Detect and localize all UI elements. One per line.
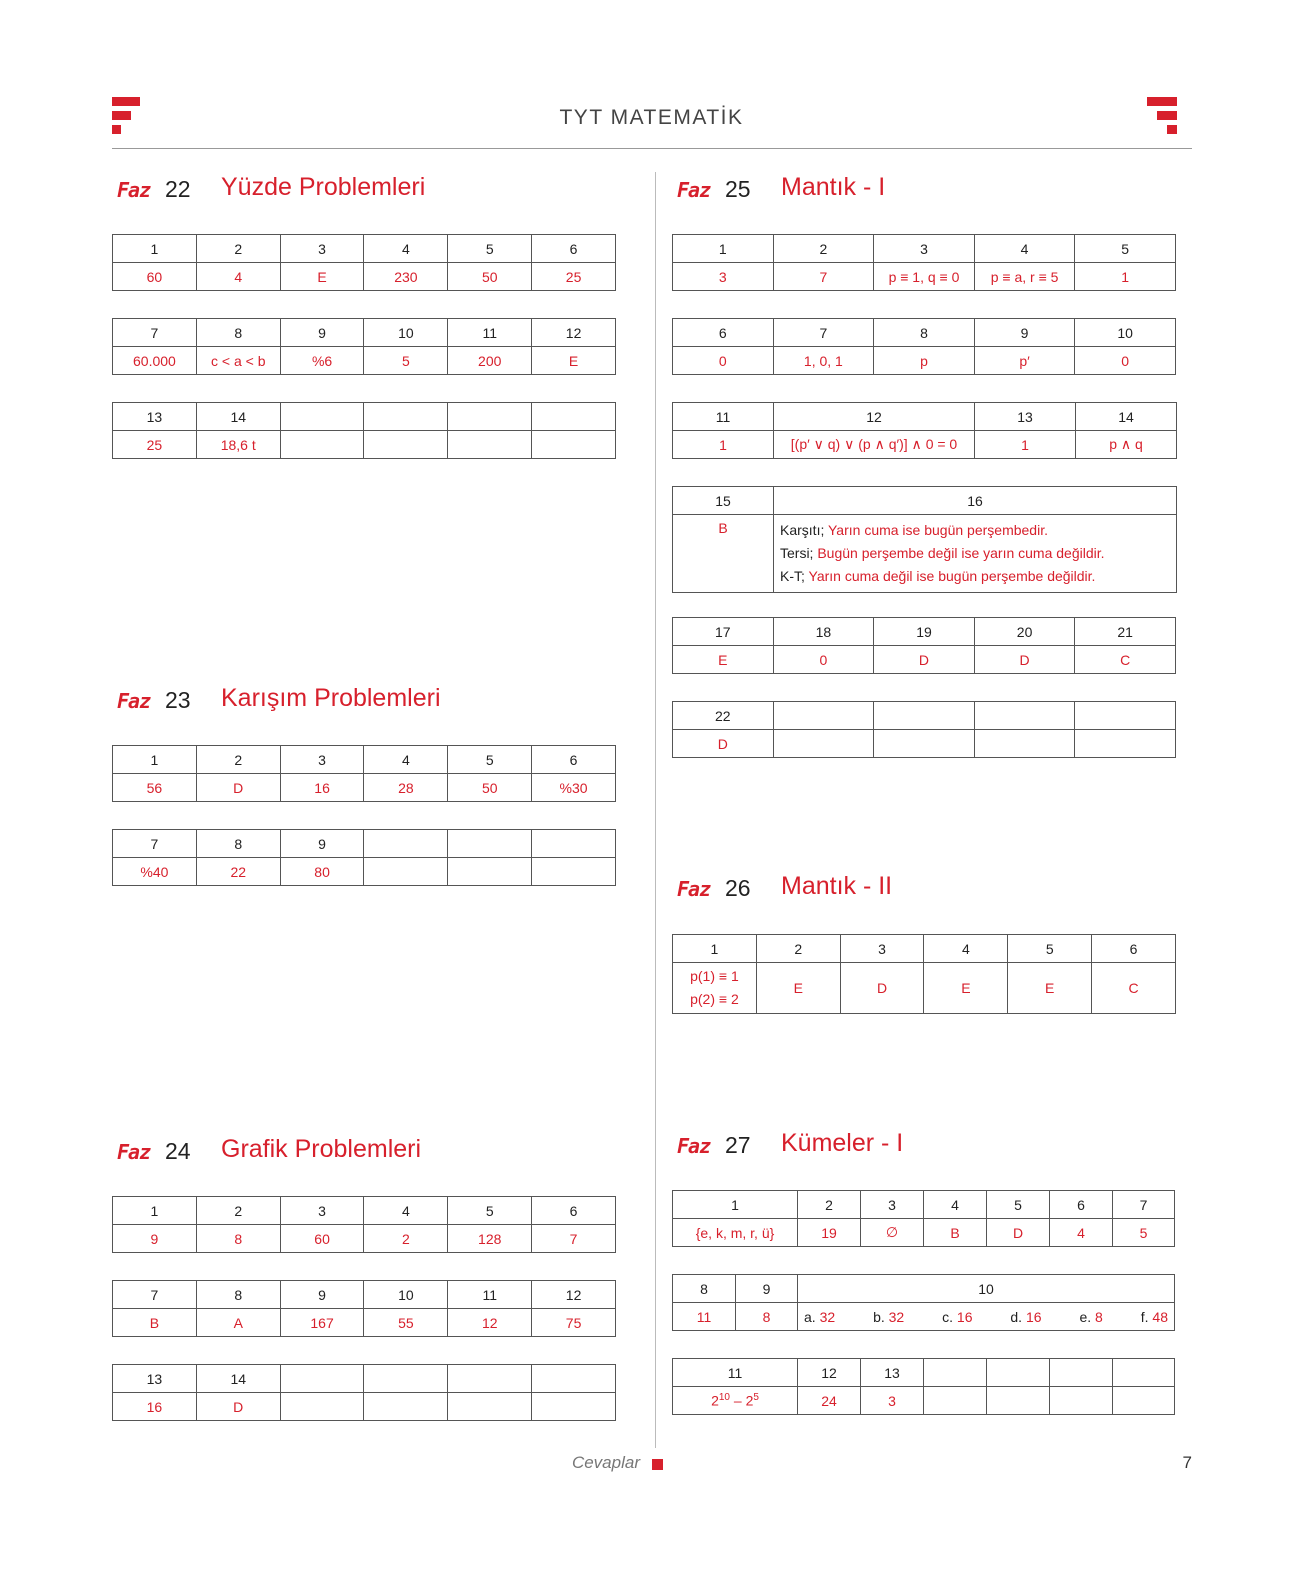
answer-cell: 11 bbox=[673, 1303, 736, 1331]
question-number: 4 bbox=[924, 1191, 987, 1219]
answer-table bbox=[672, 701, 1176, 758]
operator: – bbox=[729, 1392, 746, 1409]
part-label: f. bbox=[1140, 1308, 1149, 1325]
question-number: 10 bbox=[798, 1275, 1175, 1303]
empty-cell bbox=[364, 1365, 448, 1393]
empty-cell bbox=[448, 1365, 532, 1393]
empty-cell bbox=[924, 1359, 987, 1387]
question-number: 4 bbox=[924, 935, 1008, 963]
question-number: 2 bbox=[756, 935, 840, 963]
question-number: 15 bbox=[673, 487, 774, 515]
part-answer bbox=[1141, 1309, 1168, 1325]
question-number: 5 bbox=[987, 1191, 1050, 1219]
answer-cell: 8 bbox=[196, 1225, 280, 1253]
question-number: 13 bbox=[113, 1365, 197, 1393]
answer-table bbox=[112, 402, 616, 459]
question-number: 5 bbox=[448, 1197, 532, 1225]
empty-cell bbox=[1050, 1387, 1113, 1415]
question-number: 6 bbox=[532, 746, 616, 774]
section-number: 23 bbox=[165, 687, 191, 713]
answer-cell: E bbox=[756, 963, 840, 1014]
answer-cell: 60.000 bbox=[113, 347, 197, 375]
part-value: 8 bbox=[1095, 1308, 1103, 1325]
answer-cell: 2 bbox=[364, 1225, 448, 1253]
empty-cell bbox=[987, 1387, 1050, 1415]
empty-cell bbox=[1113, 1359, 1175, 1387]
answer-cell: 0 bbox=[673, 347, 774, 375]
answer-cell: 128 bbox=[448, 1225, 532, 1253]
question-number: 2 bbox=[196, 1197, 280, 1225]
question-number: 20 bbox=[974, 618, 1075, 646]
answer-cell-statements bbox=[774, 515, 1177, 593]
answer-cell: 230 bbox=[364, 263, 448, 291]
section-title: Mantık - II bbox=[781, 872, 893, 900]
answer-cell-parts bbox=[798, 1303, 1175, 1331]
answer-cell: 7 bbox=[532, 1225, 616, 1253]
empty-cell bbox=[448, 403, 532, 431]
question-number: 22 bbox=[673, 702, 774, 730]
statement-text: Yarın cuma değil ise bugün perşembe değildir. bbox=[808, 568, 1096, 584]
part-value: 16 bbox=[956, 1308, 973, 1325]
empty-cell bbox=[874, 702, 975, 730]
empty-cell bbox=[532, 431, 616, 459]
answer-table bbox=[112, 234, 616, 291]
answer-cell: B bbox=[924, 1219, 987, 1247]
question-number: 9 bbox=[736, 1275, 798, 1303]
question-number: 8 bbox=[874, 319, 975, 347]
question-number: 1 bbox=[673, 1191, 798, 1219]
answer-cell: p ∧ q bbox=[1076, 431, 1177, 459]
question-number: 5 bbox=[1075, 235, 1176, 263]
answer-cell: 0 bbox=[1075, 347, 1176, 375]
statement-line bbox=[780, 565, 1170, 588]
answer-cell: 18,6 t bbox=[196, 431, 280, 459]
section-number: 24 bbox=[165, 1138, 191, 1164]
empty-cell bbox=[448, 858, 532, 886]
answer-cell: 12 bbox=[448, 1309, 532, 1337]
answer-cell: A bbox=[196, 1309, 280, 1337]
faz-logo: Faz bbox=[677, 877, 711, 901]
answer-cell: 4 bbox=[1050, 1219, 1113, 1247]
answer-cell: 0 bbox=[773, 646, 874, 674]
part-answer bbox=[1010, 1309, 1041, 1325]
answer-cell: 24 bbox=[798, 1387, 861, 1415]
empty-cell bbox=[1113, 1387, 1175, 1415]
question-number: 3 bbox=[840, 935, 924, 963]
answer-table bbox=[672, 402, 1177, 459]
answer-cell: E bbox=[532, 347, 616, 375]
answer-cell: p ≡ 1, q ≡ 0 bbox=[874, 263, 975, 291]
answer-cell: E bbox=[280, 263, 364, 291]
question-number: 4 bbox=[364, 1197, 448, 1225]
answer-cell: 80 bbox=[280, 858, 364, 886]
statement-text: Yarın cuma ise bugün perşembedir. bbox=[828, 522, 1048, 538]
answer-cell: p bbox=[874, 347, 975, 375]
question-number: 2 bbox=[196, 746, 280, 774]
answer-cell: 16 bbox=[280, 774, 364, 802]
question-number: 14 bbox=[196, 403, 280, 431]
empty-cell bbox=[280, 431, 364, 459]
empty-cell bbox=[532, 858, 616, 886]
empty-cell bbox=[532, 403, 616, 431]
empty-cell bbox=[1075, 702, 1176, 730]
answer-cell: 5 bbox=[364, 347, 448, 375]
statement-text: Bugün perşembe değil ise yarın cuma değildir. bbox=[817, 545, 1105, 561]
question-number: 17 bbox=[673, 618, 774, 646]
answer-cell: 75 bbox=[532, 1309, 616, 1337]
question-number: 18 bbox=[773, 618, 874, 646]
part-label: b. bbox=[873, 1308, 885, 1325]
answer-table bbox=[112, 745, 616, 802]
question-number: 11 bbox=[448, 319, 532, 347]
power-base: 2 bbox=[745, 1392, 754, 1409]
question-number: 3 bbox=[280, 1197, 364, 1225]
answer-cell: D bbox=[974, 646, 1075, 674]
question-number: 4 bbox=[974, 235, 1075, 263]
question-number: 13 bbox=[861, 1359, 924, 1387]
question-number: 9 bbox=[280, 319, 364, 347]
question-number: 3 bbox=[874, 235, 975, 263]
question-number: 8 bbox=[196, 319, 280, 347]
answer-cell: 55 bbox=[364, 1309, 448, 1337]
part-value: 32 bbox=[888, 1308, 905, 1325]
question-number: 3 bbox=[280, 746, 364, 774]
question-number: 11 bbox=[448, 1281, 532, 1309]
question-number: 14 bbox=[196, 1365, 280, 1393]
empty-cell bbox=[1075, 730, 1176, 758]
question-number: 2 bbox=[798, 1191, 861, 1219]
answer-cell: 1 bbox=[975, 431, 1076, 459]
empty-cell bbox=[773, 730, 874, 758]
answer-cell: D bbox=[840, 963, 924, 1014]
answer-cell: 167 bbox=[280, 1309, 364, 1337]
empty-cell bbox=[532, 830, 616, 858]
answer-cell: 56 bbox=[113, 774, 197, 802]
answer-cell: %30 bbox=[532, 774, 616, 802]
empty-cell bbox=[1050, 1359, 1113, 1387]
footer-label: Cevaplar bbox=[571, 1453, 640, 1472]
empty-cell bbox=[280, 403, 364, 431]
question-number: 9 bbox=[280, 1281, 364, 1309]
answer-cell: E bbox=[673, 646, 774, 674]
answer-cell: [(p′ ∨ q) ∨ (p ∧ q′)] ∧ 0 = 0 bbox=[774, 431, 975, 459]
part-answer bbox=[1079, 1309, 1102, 1325]
empty-cell bbox=[974, 730, 1075, 758]
statement-label: Tersi; bbox=[780, 545, 814, 561]
answer-cell: 9 bbox=[113, 1225, 197, 1253]
answer-cell: {e, k, m, r, ü} bbox=[673, 1219, 798, 1247]
answer-cell: 60 bbox=[280, 1225, 364, 1253]
statement-line bbox=[780, 542, 1170, 565]
part-answer bbox=[804, 1309, 835, 1325]
question-number: 10 bbox=[364, 319, 448, 347]
empty-cell bbox=[987, 1359, 1050, 1387]
question-number: 13 bbox=[113, 403, 197, 431]
question-number: 13 bbox=[975, 403, 1076, 431]
question-number: 6 bbox=[1092, 935, 1176, 963]
answer-cell: ∅ bbox=[861, 1219, 924, 1247]
answer-cell: 7 bbox=[773, 263, 874, 291]
answer-line: p(1) ≡ 1 bbox=[690, 968, 739, 984]
answer-cell: p′ bbox=[974, 347, 1075, 375]
answer-table bbox=[672, 934, 1176, 1014]
answer-cell: D bbox=[673, 730, 774, 758]
question-number: 12 bbox=[774, 403, 975, 431]
question-number: 1 bbox=[113, 746, 197, 774]
statement-label: Karşıtı; bbox=[780, 522, 825, 538]
section-title: Karışım Problemleri bbox=[221, 684, 441, 712]
answer-cell: 22 bbox=[196, 858, 280, 886]
page-number: 7 bbox=[1182, 1453, 1192, 1472]
question-number: 2 bbox=[196, 235, 280, 263]
empty-cell bbox=[364, 858, 448, 886]
faz-logo: Faz bbox=[117, 1140, 151, 1164]
question-number: 4 bbox=[364, 235, 448, 263]
question-number: 9 bbox=[280, 830, 364, 858]
question-number: 12 bbox=[532, 1281, 616, 1309]
faz-logo: Faz bbox=[677, 178, 711, 202]
answer-table bbox=[112, 1364, 616, 1421]
question-number: 14 bbox=[1076, 403, 1177, 431]
question-number: 5 bbox=[1008, 935, 1092, 963]
question-number: 5 bbox=[448, 746, 532, 774]
page-title: TYT MATEMATİK bbox=[559, 106, 744, 129]
question-number: 12 bbox=[532, 319, 616, 347]
question-number: 5 bbox=[448, 235, 532, 263]
answer-table bbox=[112, 1196, 616, 1253]
question-number: 8 bbox=[196, 1281, 280, 1309]
answer-cell: 4 bbox=[196, 263, 280, 291]
question-number: 8 bbox=[196, 830, 280, 858]
question-number: 9 bbox=[974, 319, 1075, 347]
question-number: 1 bbox=[673, 935, 757, 963]
answer-cell: 8 bbox=[736, 1303, 798, 1331]
answer-table bbox=[672, 318, 1176, 375]
column-divider bbox=[655, 172, 656, 1448]
question-number: 6 bbox=[1050, 1191, 1113, 1219]
answer-cell: 60 bbox=[113, 263, 197, 291]
empty-cell bbox=[364, 830, 448, 858]
part-answer bbox=[873, 1309, 904, 1325]
empty-cell bbox=[974, 702, 1075, 730]
footer-square-icon bbox=[652, 1459, 663, 1470]
empty-cell bbox=[924, 1387, 987, 1415]
answer-cell: 28 bbox=[364, 774, 448, 802]
answer-cell-power-expression bbox=[673, 1387, 798, 1415]
question-number: 16 bbox=[774, 487, 1177, 515]
question-number: 12 bbox=[798, 1359, 861, 1387]
part-label: a. bbox=[804, 1308, 816, 1325]
answer-table bbox=[672, 1190, 1175, 1247]
question-number: 3 bbox=[280, 235, 364, 263]
answer-cell: 1, 0, 1 bbox=[773, 347, 874, 375]
empty-cell bbox=[364, 403, 448, 431]
answer-cell: 25 bbox=[532, 263, 616, 291]
power-exponent: 10 bbox=[718, 1392, 730, 1404]
answer-cell: 19 bbox=[798, 1219, 861, 1247]
power-exponent: 5 bbox=[753, 1392, 759, 1404]
answer-table bbox=[112, 829, 616, 886]
question-number: 11 bbox=[673, 403, 774, 431]
empty-cell bbox=[532, 1393, 616, 1421]
faz-logo: Faz bbox=[117, 178, 151, 202]
empty-cell bbox=[874, 730, 975, 758]
empty-cell bbox=[532, 1365, 616, 1393]
answer-table bbox=[672, 1358, 1175, 1415]
part-value: 48 bbox=[1152, 1308, 1168, 1325]
empty-cell bbox=[448, 1393, 532, 1421]
answer-cell: B bbox=[113, 1309, 197, 1337]
answer-table bbox=[112, 318, 616, 375]
question-number: 11 bbox=[673, 1359, 798, 1387]
question-number: 7 bbox=[773, 319, 874, 347]
answer-cell: 200 bbox=[448, 347, 532, 375]
section-title: Mantık - I bbox=[781, 173, 886, 201]
section-number: 27 bbox=[725, 1132, 751, 1158]
empty-cell bbox=[364, 1393, 448, 1421]
answer-table bbox=[672, 617, 1176, 674]
part-label: e. bbox=[1079, 1308, 1092, 1325]
answer-table bbox=[672, 234, 1176, 291]
section-number: 22 bbox=[165, 176, 191, 202]
part-value: 16 bbox=[1025, 1308, 1042, 1325]
answer-cell: 50 bbox=[448, 263, 532, 291]
answer-cell: 3 bbox=[673, 263, 774, 291]
answer-cell: E bbox=[924, 963, 1008, 1014]
empty-cell bbox=[448, 830, 532, 858]
answer-cell: E bbox=[1008, 963, 1092, 1014]
answer-cell: 1 bbox=[1075, 263, 1176, 291]
question-number: 7 bbox=[113, 830, 197, 858]
answer-cell: 5 bbox=[1113, 1219, 1175, 1247]
header-divider bbox=[112, 148, 1192, 149]
question-number: 7 bbox=[1113, 1191, 1175, 1219]
question-number: 21 bbox=[1075, 618, 1176, 646]
empty-cell bbox=[280, 1393, 364, 1421]
answer-cell: D bbox=[987, 1219, 1050, 1247]
answer-cell: 25 bbox=[113, 431, 197, 459]
answer-table bbox=[672, 1274, 1175, 1331]
faz-logo: Faz bbox=[117, 689, 151, 713]
empty-cell bbox=[364, 431, 448, 459]
answer-cell: C bbox=[1075, 646, 1176, 674]
answer-cell: D bbox=[874, 646, 975, 674]
answer-table bbox=[672, 486, 1177, 593]
answer-cell: %40 bbox=[113, 858, 197, 886]
question-number: 8 bbox=[673, 1275, 736, 1303]
answer-cell: 3 bbox=[861, 1387, 924, 1415]
question-number: 7 bbox=[113, 319, 197, 347]
answer-cell: %6 bbox=[280, 347, 364, 375]
question-number: 1 bbox=[673, 235, 774, 263]
section-title: Yüzde Problemleri bbox=[221, 173, 426, 201]
question-number: 6 bbox=[673, 319, 774, 347]
part-value: 32 bbox=[819, 1308, 836, 1325]
answer-cell bbox=[673, 963, 757, 1014]
section-number: 25 bbox=[725, 176, 751, 202]
empty-cell bbox=[448, 431, 532, 459]
question-number: 2 bbox=[773, 235, 874, 263]
answer-line: p(2) ≡ 2 bbox=[690, 991, 739, 1007]
section-number: 26 bbox=[725, 875, 751, 901]
question-number: 4 bbox=[364, 746, 448, 774]
question-number: 6 bbox=[532, 235, 616, 263]
part-answer bbox=[942, 1309, 972, 1325]
question-number: 10 bbox=[364, 1281, 448, 1309]
answer-cell: c < a < b bbox=[196, 347, 280, 375]
answer-table bbox=[112, 1280, 616, 1337]
question-number: 1 bbox=[113, 235, 197, 263]
answer-cell: B bbox=[673, 515, 774, 593]
question-number: 1 bbox=[113, 1197, 197, 1225]
statement-line bbox=[780, 519, 1170, 542]
power-base: 2 bbox=[711, 1392, 719, 1409]
empty-cell bbox=[773, 702, 874, 730]
faz-logo: Faz bbox=[677, 1134, 711, 1158]
answer-cell: C bbox=[1092, 963, 1176, 1014]
answer-cell: D bbox=[196, 1393, 280, 1421]
question-number: 3 bbox=[861, 1191, 924, 1219]
part-label: d. bbox=[1010, 1308, 1023, 1325]
answer-cell: D bbox=[196, 774, 280, 802]
section-title: Kümeler - I bbox=[781, 1129, 904, 1157]
statement-label: K-T; bbox=[780, 568, 805, 584]
question-number: 10 bbox=[1075, 319, 1176, 347]
question-number: 6 bbox=[532, 1197, 616, 1225]
answer-cell: 16 bbox=[113, 1393, 197, 1421]
question-number: 7 bbox=[113, 1281, 197, 1309]
answer-cell: p ≡ a, r ≡ 5 bbox=[974, 263, 1075, 291]
empty-cell bbox=[280, 1365, 364, 1393]
answer-cell: 50 bbox=[448, 774, 532, 802]
section-title: Grafik Problemleri bbox=[221, 1135, 422, 1163]
answer-cell: 1 bbox=[673, 431, 774, 459]
question-number: 19 bbox=[874, 618, 975, 646]
part-label: c. bbox=[942, 1308, 954, 1325]
